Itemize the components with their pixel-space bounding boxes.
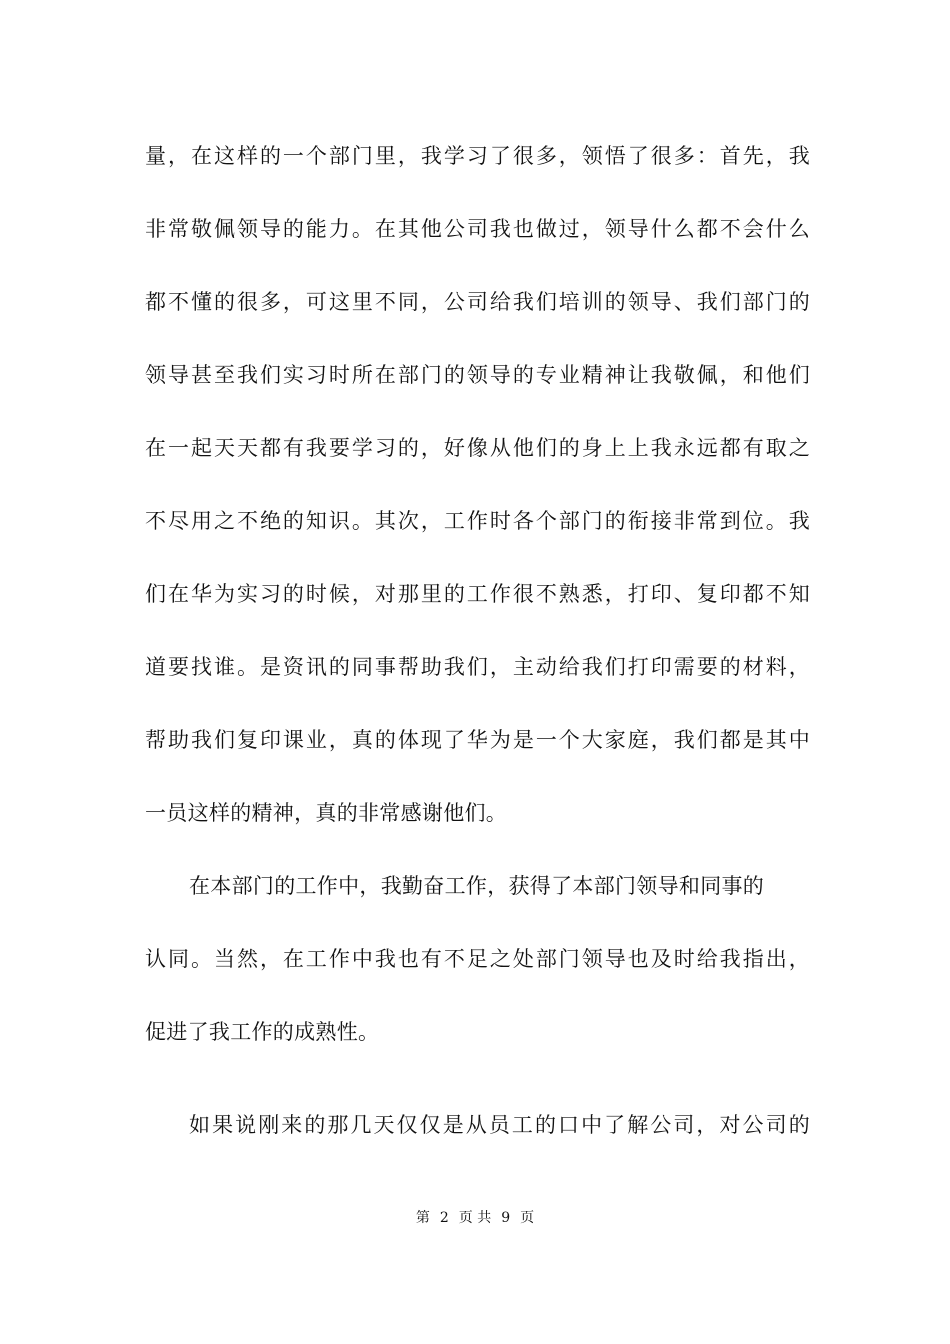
paragraph-line: 帮助我们复印课业，真的体现了华为是一个大家庭，我们都是其中 xyxy=(145,728,810,752)
footer-suffix: 页 xyxy=(520,1210,535,1226)
paragraph-line: 领导甚至我们实习时所在部门的领导的专业精神让我敬佩，和他们 xyxy=(145,363,810,387)
paragraph-line: 道要找谁。是资讯的同事帮助我们，主动给我们打印需要的材料， xyxy=(145,655,810,679)
paragraph-line: 在本部门的工作中，我勤奋工作，获得了本部门领导和同事的 xyxy=(189,874,765,898)
page-number: 2 xyxy=(439,1210,449,1226)
page-footer xyxy=(0,1208,950,1228)
paragraph-line: 一员这样的精神，真的非常感谢他们。 xyxy=(145,801,508,825)
paragraph-line: 非常敬佩领导的能力。在其他公司我也做过，领导什么都不会什么 xyxy=(145,217,810,241)
paragraph-line: 在一起天天都有我要学习的，好像从他们的身上上我永远都有取之 xyxy=(145,436,810,460)
paragraph-line: 不尽用之不绝的知识。其次，工作时各个部门的衔接非常到位。我 xyxy=(145,509,810,533)
total-pages: 9 xyxy=(501,1210,511,1226)
paragraph-line: 们在华为实习的时候，对那里的工作很不熟悉，打印、复印都不知 xyxy=(145,582,810,606)
footer-mid: 页 共 xyxy=(458,1210,492,1226)
paragraph-line: 如果说刚来的那几天仅仅是从员工的口中了解公司，对公司的 xyxy=(189,1113,810,1137)
paragraph-line: 量，在这样的一个部门里，我学习了很多，领悟了很多：首先，我 xyxy=(145,144,810,168)
paragraph-line: 认同。当然，在工作中我也有不足之处部门领导也及时给我指出， xyxy=(145,947,810,971)
paragraph-line: 促进了我工作的成熟性。 xyxy=(145,1020,380,1044)
footer-prefix: 第 xyxy=(415,1210,430,1226)
paragraph-line: 都不懂的很多，可这里不同，公司给我们培训的领导、我们部门的 xyxy=(145,290,810,314)
